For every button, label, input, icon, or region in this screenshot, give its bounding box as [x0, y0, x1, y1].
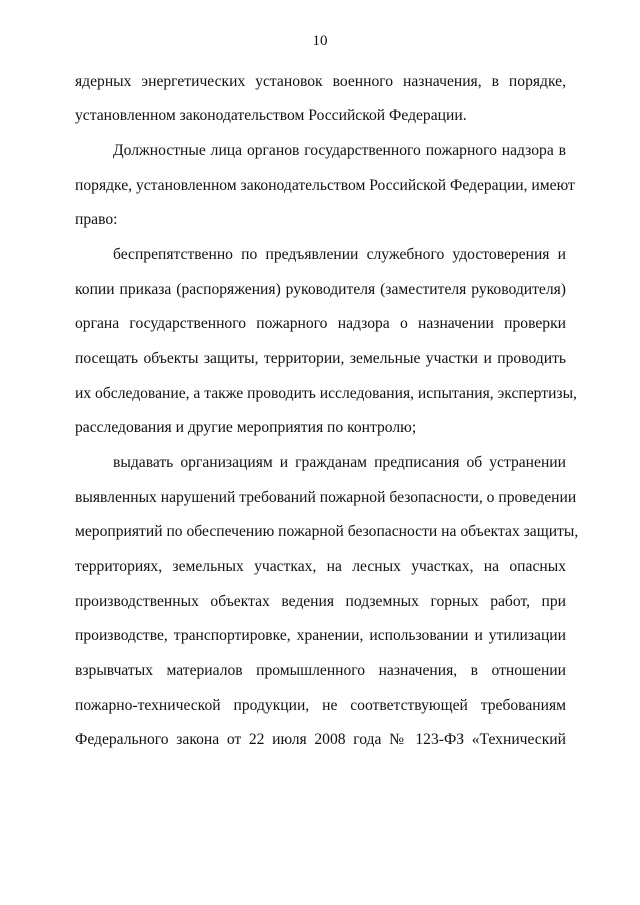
text-line: копии приказа (распоряжения) руководителя (заместителя руководителя): [75, 281, 566, 298]
text-line: территориях, земельных участках, на лесных участках, на опасных: [75, 558, 566, 575]
text-line: беспрепятственно по предъявлении служебного удостоверения и: [113, 246, 566, 263]
text-line: пожарно-технической продукции, не соответствующей требованиям: [75, 697, 566, 714]
text-line: посещать объекты защиты, территории, земельные участки и проводить: [75, 350, 566, 367]
text-line: органа государственного пожарного надзора о назначении проверки: [75, 315, 566, 332]
text-line: производстве, транспортировке, хранении, использовании и утилизации: [75, 627, 566, 644]
page-number: 10: [312, 33, 328, 49]
text-line: право:: [75, 211, 118, 228]
text-line: установленном законодательством Российской Федерации.: [75, 107, 467, 124]
text-line: выявленных нарушений требований пожарной безопасности, о проведении: [75, 489, 577, 506]
text-line: Должностные лица органов государственного пожарного надзора в: [113, 142, 566, 159]
text-line: взрывчатых материалов промышленного назначения, в отношении: [75, 662, 566, 679]
text-line: мероприятий по обеспечению пожарной безопасности на объектах защиты,: [75, 523, 579, 540]
text-line: ядерных энергетических установок военного назначения, в порядке,: [75, 73, 566, 90]
text-line: Федерального закона от 22 июля 2008 года № 123-ФЗ «Технический: [75, 731, 566, 748]
text-line: порядке, установленном законодательством Российской Федерации, имеют: [75, 177, 575, 194]
text-line: их обследование, а также проводить исследования, испытания, экспертизы,: [75, 385, 577, 402]
text-line: расследования и другие мероприятия по контролю;: [75, 419, 417, 436]
text-line: выдавать организациям и гражданам предписания об устранении: [113, 454, 566, 471]
text-line: производственных объектах ведения подземных горных работ, при: [75, 593, 566, 610]
